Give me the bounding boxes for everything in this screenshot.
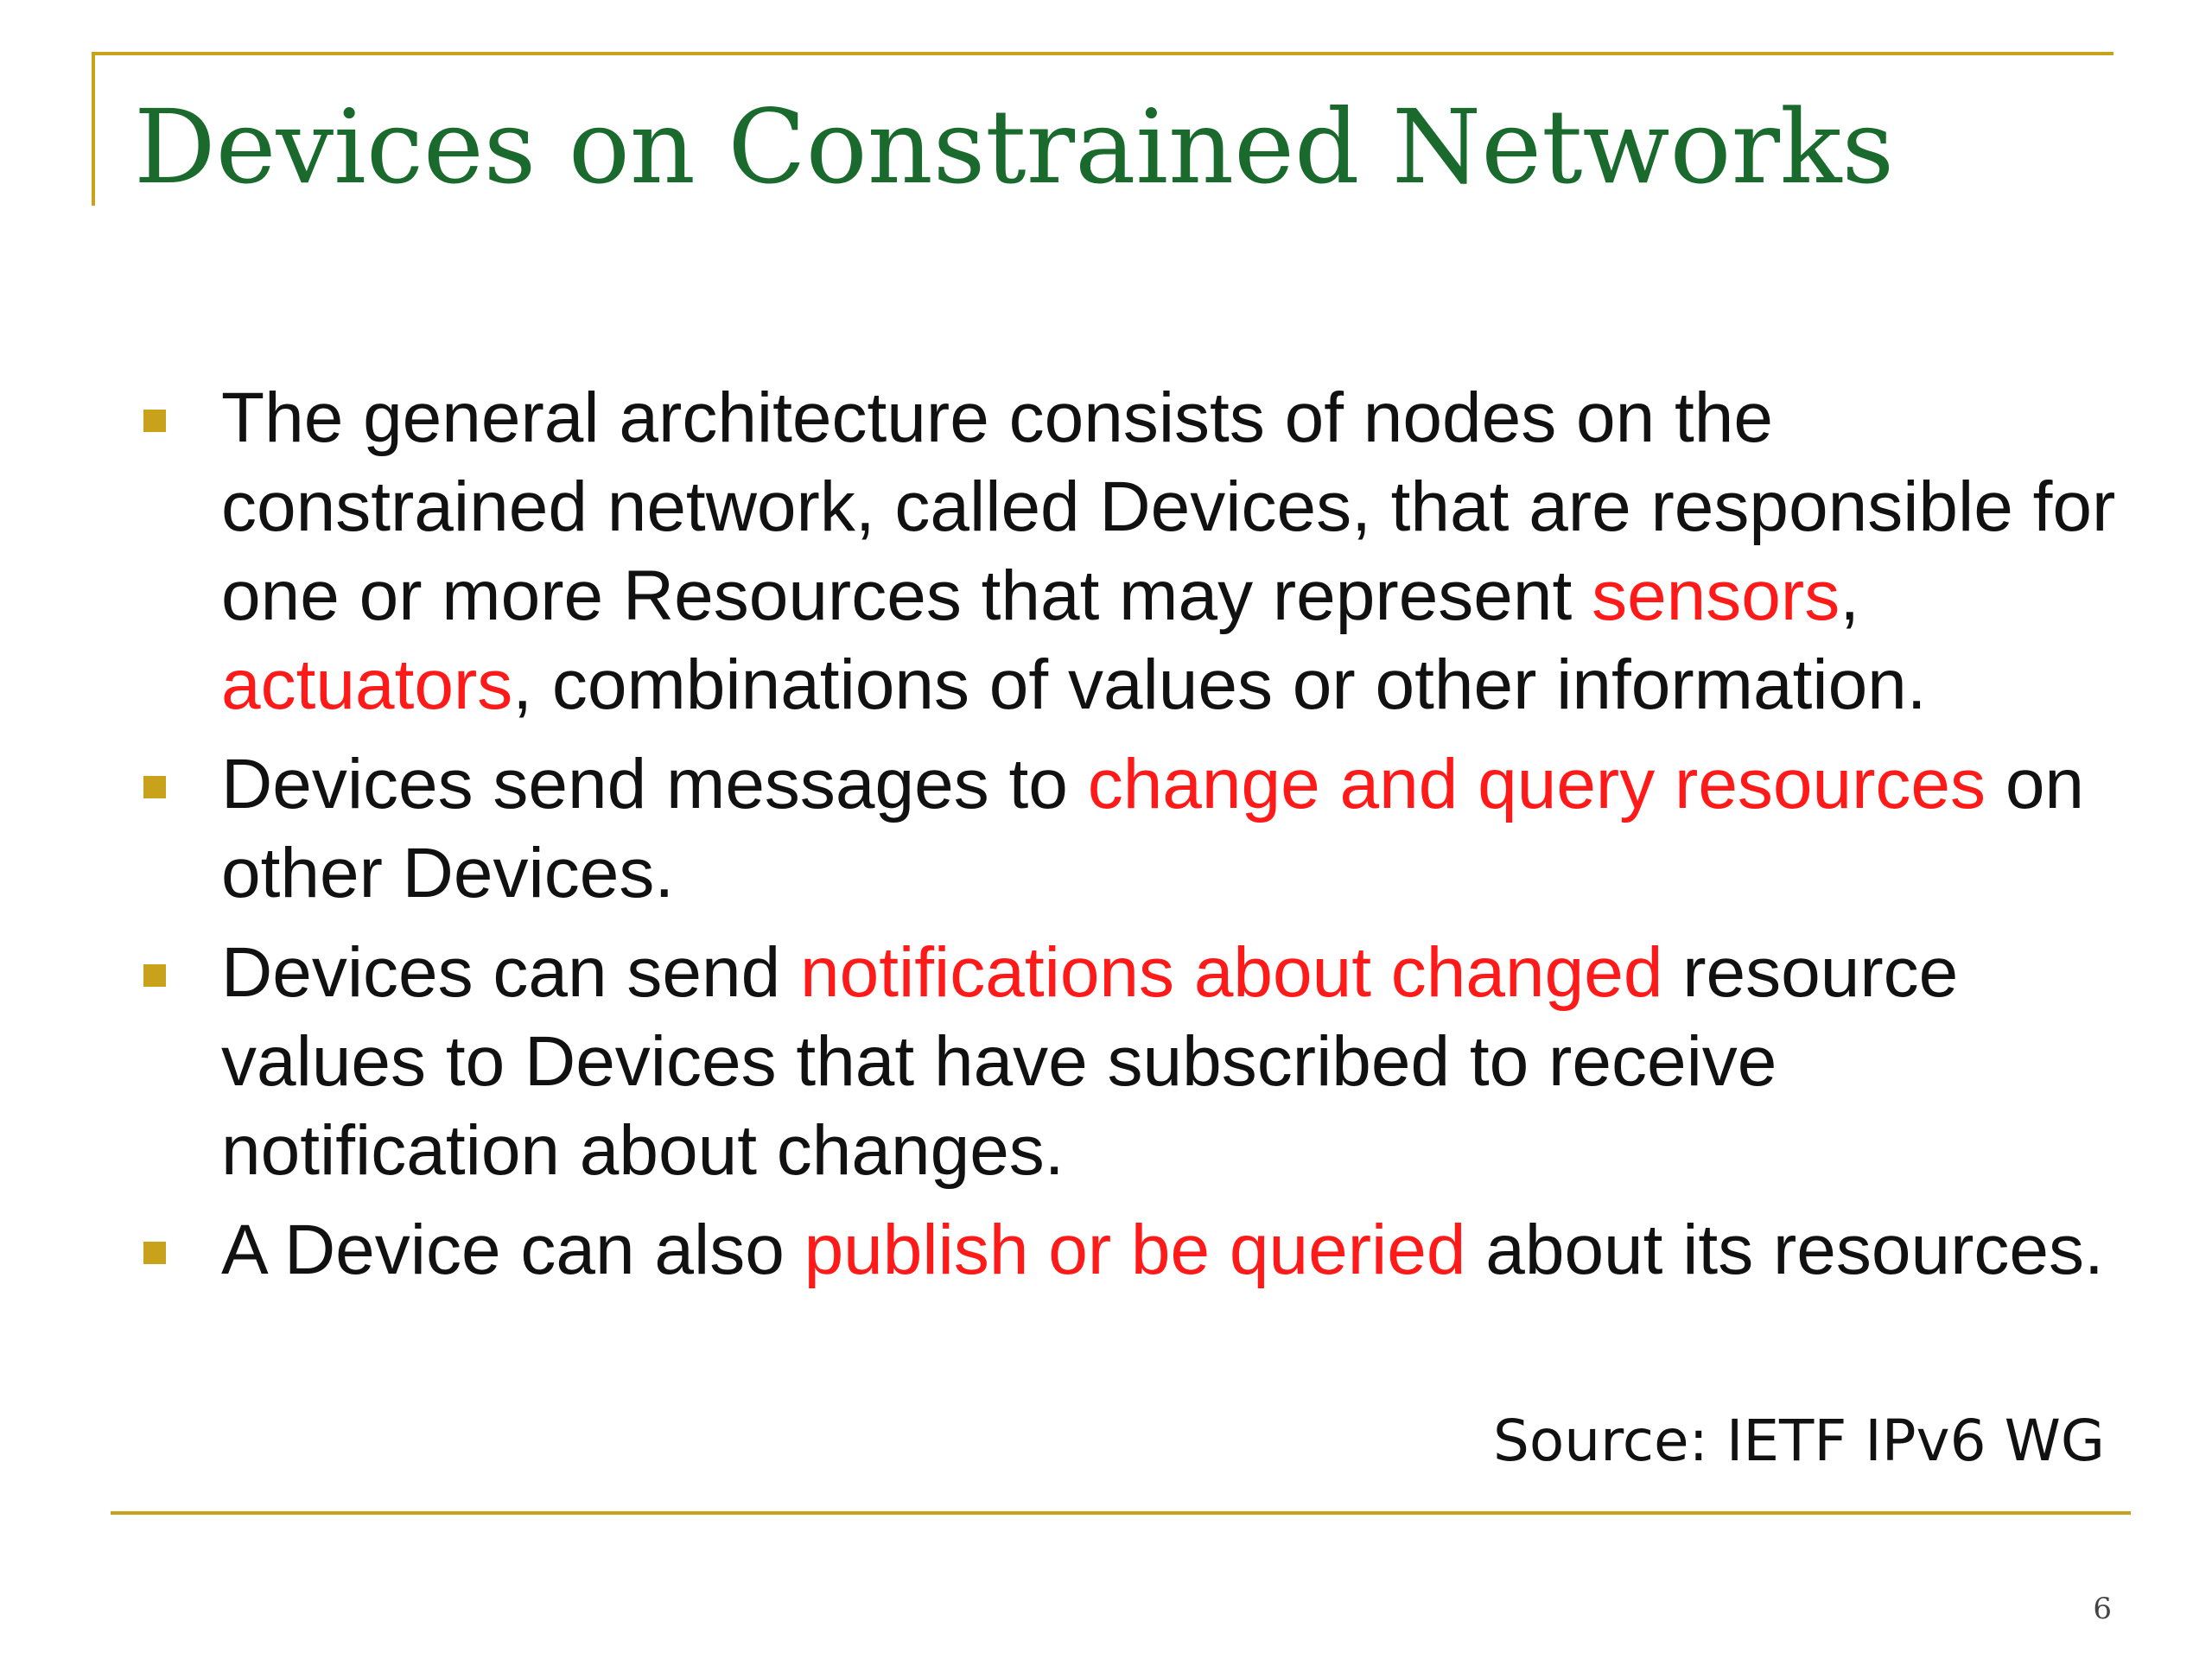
bullet-text: resource values to Devices that have subscribed to receive notification about changes. xyxy=(221,933,1959,1190)
top-rule xyxy=(92,52,2113,55)
square-bullet-icon xyxy=(143,410,166,432)
bullet-text: Devices can send xyxy=(221,933,801,1012)
highlight-text: sensors xyxy=(1592,556,1840,635)
left-rule xyxy=(92,52,95,206)
square-bullet-icon xyxy=(143,1242,166,1264)
bullet-text: , combinations of values or other information. xyxy=(512,645,1927,724)
bullet-item xyxy=(135,1205,2122,1294)
highlight-text: notifications about changed xyxy=(800,933,1663,1012)
bullet-text: The general architecture consists of nodes on the constrained network, called Devices, that are responsible for one or more Resources that may represent xyxy=(221,378,2116,635)
page-number: 6 xyxy=(2093,1592,2112,1626)
bullet-text: A Device can also xyxy=(221,1211,804,1289)
bullet-text: Devices send messages to xyxy=(221,745,1088,823)
bullet-text: on other Devices. xyxy=(221,745,2085,912)
source-citation: Source: IETF IPv6 WG xyxy=(1492,1408,2105,1474)
bullet-item xyxy=(135,740,2122,918)
bottom-rule xyxy=(111,1511,2131,1515)
highlight-text: change and query resources xyxy=(1087,745,1986,823)
bullet-text: about its resources. xyxy=(1465,1211,2104,1289)
highlight-text: publish or be queried xyxy=(804,1211,1466,1289)
slide-title: Devices on Constrained Networks xyxy=(134,87,1895,207)
highlight-text: actuators xyxy=(221,645,513,724)
bullet-text: , xyxy=(1840,556,1859,635)
bullet-list xyxy=(135,373,2122,1305)
bullet-item xyxy=(135,373,2122,729)
square-bullet-icon xyxy=(143,776,166,798)
bullet-item xyxy=(135,928,2122,1195)
square-bullet-icon xyxy=(143,964,166,987)
